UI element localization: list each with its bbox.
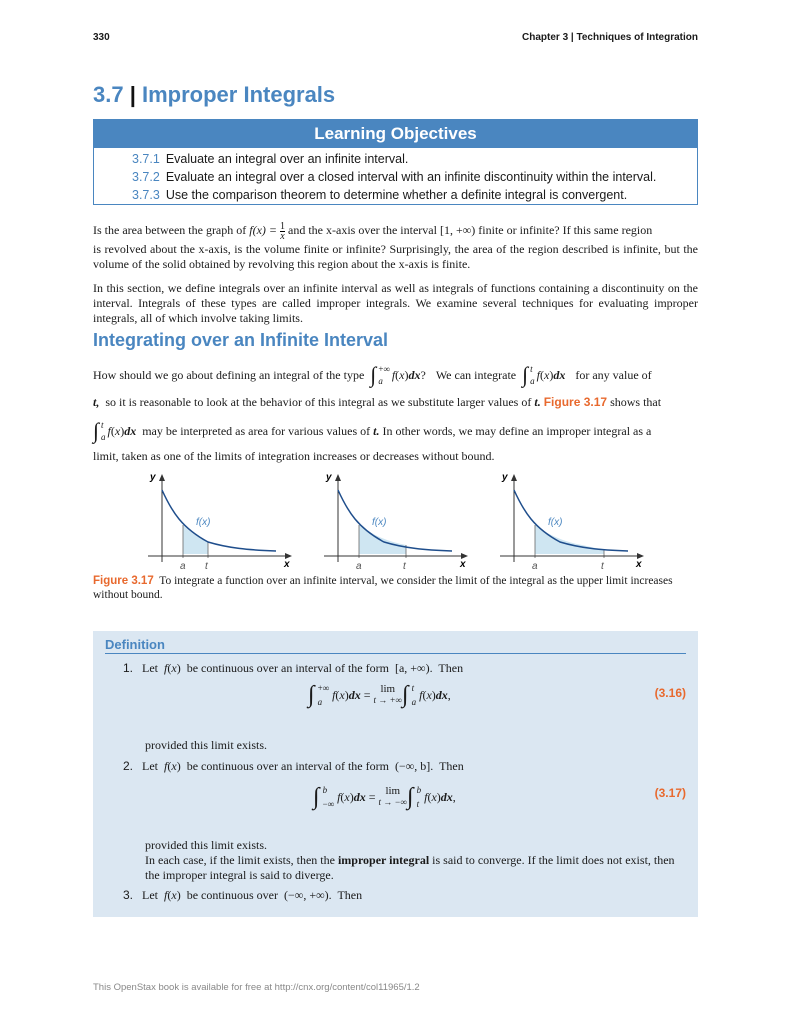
page-number: 330 [93,32,110,43]
section-name: Improper Integrals [142,82,336,107]
definition-item-3: 3. Let f(x) be continuous over (−∞, +∞). Then [123,888,363,902]
text: In other words, we may define an improper integral as a [382,424,652,438]
section-separator: | [129,82,136,107]
equation-3-16: ∫ +∞ a f ( x ) dx = lim t → +∞ ∫ t a f ( x ) dx , [308,681,451,708]
learning-objectives-box [93,119,698,205]
text: How should we go about defining an integral of the type [93,368,365,382]
text: is said to converge. If the limit does not exist, then the improper integral is said to diverge. [145,853,675,882]
definition-item-2-after: provided this limit exists. [145,838,267,852]
definition-item-1: 1. Let f(x) be continuous over an interval of the form [a, +∞). Then [123,661,464,675]
a-label: a [532,561,538,572]
fx-label: f(x) [196,517,211,528]
a-label: a [356,561,362,572]
x-label: x [284,559,290,570]
math-interval: [1, +∞) [439,223,476,237]
item-number: 1. [123,661,134,675]
subsection-paragraph: How should we go about defining an integral of the type ∫ +∞ a f ( x ) dx ? We can integrate ∫ t a f ( x ) dx for any value of t, so it is reasonable to look at the behavior of this integral as we substitute larger values of t. Figure 3.17 shows that ∫ t a f ( x ) dx may be interpreted as area for various values of t. In other words, we may define an improper integral as a limit, taken as one of the limits of integration increases or decreases without bound. [93,360,698,464]
math-integral-a-inf: ∫ +∞ a f ( x ) dx ? [370,362,426,387]
y-axis-arrow [159,474,165,481]
caption-text: To integrate a function over an infinite interval, we consider the limit of the integral as the upper limit increases without bound. [93,575,673,601]
item-number: 3. [123,888,134,902]
curve-fx [514,490,628,551]
definition-note [145,853,687,883]
text: is revolved about the x-axis, is the volume finite or infinite? Surprisingly, the area of the region described is infinite, but the volume of the solid obtained by revolving this region about the x-axis is finite. [93,242,698,271]
definition-box [93,631,698,917]
t-label: t [601,561,604,572]
definition-item-1-after: provided this limit exists. [145,738,267,752]
equation-number-3-16: (3.16) [654,686,686,700]
curve-fx [162,490,276,551]
objective-text: Evaluate an integral over a closed interval with an infinite discontinuity within the interval. [165,170,657,184]
fx-label: f(x) [372,517,387,528]
y-axis-arrow [511,474,517,481]
text: Then [439,759,464,773]
t-label: t [403,561,406,572]
chapter-title: Chapter 3 | Techniques of Integration [522,32,698,43]
text: and the x-axis over the interval [288,223,437,237]
text: be continuous over [186,888,278,902]
y-axis-arrow [335,474,341,481]
equation-number-3-17: (3.17) [654,786,686,800]
text: Let [142,888,159,902]
t-label: t [205,561,208,572]
y-label: y [150,472,156,483]
text: In each case, if the limit exists, then the [145,853,335,867]
y-label: y [326,472,332,483]
text-bold: improper integral [337,853,430,867]
figure-panel-1 [148,472,292,572]
text: may be interpreted as area for various values of [142,424,371,438]
objective-number: 3.7.3 [132,188,160,202]
figure-3-17 [140,470,660,575]
a-label: a [180,561,186,572]
footer-text: This OpenStax book is available for free at http://cnx.org/content/col11965/1.2 [93,982,420,993]
subsection-title: Integrating over an Infinite Interval [93,330,389,350]
text: Let [142,661,159,675]
intro-paragraph-2: In this section, we define integrals over an infinite interval as well as integrals of functions containing a discontinuity on the interval. Integrals of these types are called improper integrals. We examine several techniques for evaluating improper integrals, all of which involve taking limits. [93,281,698,325]
math-interval: (−∞, b]. [394,759,434,773]
math-integral-a-t: ∫ t a f ( x ) dx [93,418,137,443]
x-label: x [460,559,466,570]
text: shows that [610,395,662,409]
objective-item [132,168,697,186]
figure-reference-link[interactable]: Figure 3.17 [543,395,608,409]
figure-caption [93,574,698,602]
text: We can integrate [435,368,517,382]
fraction-one-over-x: $\frac{1}{x}$ [280,220,286,242]
text: so it is reasonable to look at the behavior of this integral as we substitute larger values of [105,395,532,409]
figure-panel-2 [324,472,468,572]
math-integral-a-t: ∫ t a f ( x ) dx [522,362,566,387]
y-label: y [502,472,508,483]
objective-item [132,150,697,168]
shaded-area [535,525,604,554]
section-title [93,82,335,108]
definition-divider [105,653,686,654]
text: be continuous over an interval of the form [186,759,389,773]
objective-item [132,186,697,204]
text: finite or infinite? If this same region [478,223,653,237]
intro-paragraph-1 [93,220,698,272]
text: limit, taken as one of the limits of integration increases or decreases without bound. [93,449,495,463]
text: be continuous over an interval of the form [186,661,389,675]
figure-label: Figure 3.17 [93,575,154,587]
text: Is the area between the graph of [93,223,247,237]
objective-number: 3.7.1 [132,152,160,166]
objective-text: Evaluate an integral over an infinite interval. [165,152,409,166]
objective-text: Use the comparison theorem to determine whether a definite integral is convergent. [165,188,628,202]
fx-label: f(x) [548,517,563,528]
x-label: x [636,559,642,570]
objective-number: 3.7.2 [132,170,160,184]
text: Then [337,888,363,902]
text: Then [438,661,464,675]
definition-title: Definition [105,637,165,652]
math-fx: f(x) = [249,223,278,237]
section-number: 3.7 [93,82,124,107]
math-interval: [a, +∞). [394,661,433,675]
math-interval: (−∞, +∞). [284,888,332,902]
figure-panel-3 [500,472,644,572]
definition-item-2: 2. Let f(x) be continuous over an interval of the form (−∞, b]. Then [123,759,464,773]
learning-objectives-heading: Learning Objectives [94,120,697,148]
curve-fx [338,490,452,551]
item-number: 2. [123,759,134,773]
text: Let [142,759,159,773]
text: for any value of [575,368,652,382]
equation-3-17: ∫ b −∞ f ( x ) dx = lim t → −∞ ∫ b t f ( x ) dx , [313,783,456,810]
